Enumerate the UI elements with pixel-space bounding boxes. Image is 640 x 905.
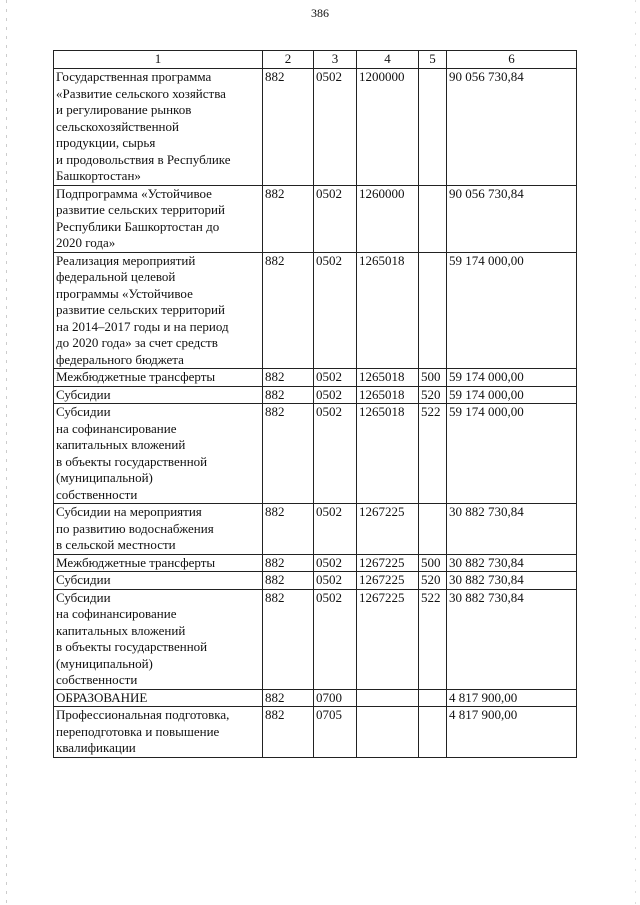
row-gr-code: 882 — [263, 707, 314, 758]
table-row — [54, 707, 577, 758]
row-expense-type: 520 — [419, 386, 447, 404]
header-col-6: 6 — [447, 51, 577, 69]
row-target-article: 1265018 — [357, 252, 419, 369]
row-section-code: 0502 — [314, 589, 357, 689]
row-expense-type — [419, 707, 447, 758]
row-target-article: 1267225 — [357, 572, 419, 590]
table-row — [54, 185, 577, 252]
row-target-article: 1267225 — [357, 589, 419, 689]
row-section-code: 0502 — [314, 252, 357, 369]
row-name: Реализация мероприятий федеральной целевой программы «Устойчивое развитие сельских территорий на 2014–2017 годы и на период до 2020 года» за счет средств федерального бюджета — [54, 252, 263, 369]
scan-edge-left — [6, 0, 7, 905]
row-section-code: 0502 — [314, 386, 357, 404]
row-name: Субсидии на мероприятия по развитию водоснабжения в сельской местности — [54, 504, 263, 555]
row-gr-code: 882 — [263, 69, 314, 186]
row-target-article: 1200000 — [357, 69, 419, 186]
row-gr-code: 882 — [263, 554, 314, 572]
row-expense-type: 522 — [419, 589, 447, 689]
header-row — [54, 51, 577, 69]
row-expense-type — [419, 689, 447, 707]
row-name: Субсидии на софинансирование капитальных вложений в объекты государственной (муниципальной) собственности — [54, 404, 263, 504]
row-name: Государственная программа «Развитие сельского хозяйства и регулирование рынков сельскохозяйственной продукции, сырья и продовольствия в Республике Башкортостан» — [54, 69, 263, 186]
row-target-article — [357, 689, 419, 707]
row-gr-code: 882 — [263, 252, 314, 369]
row-target-article: 1267225 — [357, 554, 419, 572]
row-name: ОБРАЗОВАНИЕ — [54, 689, 263, 707]
row-expense-type — [419, 252, 447, 369]
table-row — [54, 69, 577, 186]
row-expense-type: 520 — [419, 572, 447, 590]
row-sum: 90 056 730,84 — [447, 185, 577, 252]
page-number: 386 — [311, 6, 329, 20]
row-sum: 59 174 000,00 — [447, 252, 577, 369]
row-target-article: 1260000 — [357, 185, 419, 252]
row-expense-type: 522 — [419, 404, 447, 504]
row-target-article: 1265018 — [357, 369, 419, 387]
row-section-code: 0502 — [314, 404, 357, 504]
row-gr-code: 882 — [263, 589, 314, 689]
row-target-article: 1265018 — [357, 386, 419, 404]
row-gr-code: 882 — [263, 404, 314, 504]
scan-edge-right — [635, 0, 636, 905]
row-name: Межбюджетные трансферты — [54, 369, 263, 387]
table-row — [54, 252, 577, 369]
row-gr-code: 882 — [263, 689, 314, 707]
header-col-3: 3 — [314, 51, 357, 69]
table-row — [54, 554, 577, 572]
row-name: Субсидии — [54, 386, 263, 404]
budget-table — [53, 50, 577, 758]
row-target-article: 1267225 — [357, 504, 419, 555]
table-row — [54, 386, 577, 404]
row-sum: 30 882 730,84 — [447, 589, 577, 689]
table-row — [54, 572, 577, 590]
row-section-code: 0502 — [314, 554, 357, 572]
row-expense-type — [419, 69, 447, 186]
row-gr-code: 882 — [263, 369, 314, 387]
row-sum: 90 056 730,84 — [447, 69, 577, 186]
row-sum: 30 882 730,84 — [447, 572, 577, 590]
row-gr-code: 882 — [263, 504, 314, 555]
row-gr-code: 882 — [263, 185, 314, 252]
row-target-article — [357, 707, 419, 758]
row-section-code: 0502 — [314, 185, 357, 252]
row-sum: 59 174 000,00 — [447, 369, 577, 387]
row-name: Профессиональная подготовка, переподготовка и повышение квалификации — [54, 707, 263, 758]
row-target-article: 1265018 — [357, 404, 419, 504]
row-gr-code: 882 — [263, 572, 314, 590]
row-section-code: 0700 — [314, 689, 357, 707]
row-sum: 4 817 900,00 — [447, 707, 577, 758]
row-sum: 59 174 000,00 — [447, 386, 577, 404]
row-section-code: 0502 — [314, 69, 357, 186]
row-expense-type — [419, 185, 447, 252]
table-row — [54, 404, 577, 504]
row-section-code: 0705 — [314, 707, 357, 758]
table-row — [54, 589, 577, 689]
table-row — [54, 369, 577, 387]
header-col-5: 5 — [419, 51, 447, 69]
row-gr-code: 882 — [263, 386, 314, 404]
header-col-1: 1 — [54, 51, 263, 69]
row-name: Субсидии — [54, 572, 263, 590]
row-name: Межбюджетные трансферты — [54, 554, 263, 572]
row-sum: 30 882 730,84 — [447, 554, 577, 572]
row-expense-type: 500 — [419, 369, 447, 387]
row-sum: 4 817 900,00 — [447, 689, 577, 707]
row-expense-type: 500 — [419, 554, 447, 572]
table-row — [54, 689, 577, 707]
row-name: Подпрограмма «Устойчивое развитие сельских территорий Республики Башкортостан до 2020 года» — [54, 185, 263, 252]
row-section-code: 0502 — [314, 369, 357, 387]
row-section-code: 0502 — [314, 572, 357, 590]
header-col-4: 4 — [357, 51, 419, 69]
row-expense-type — [419, 504, 447, 555]
header-col-2: 2 — [263, 51, 314, 69]
row-section-code: 0502 — [314, 504, 357, 555]
table-row — [54, 504, 577, 555]
row-sum: 30 882 730,84 — [447, 504, 577, 555]
row-sum: 59 174 000,00 — [447, 404, 577, 504]
row-name: Субсидии на софинансирование капитальных вложений в объекты государственной (муниципальной) собственности — [54, 589, 263, 689]
